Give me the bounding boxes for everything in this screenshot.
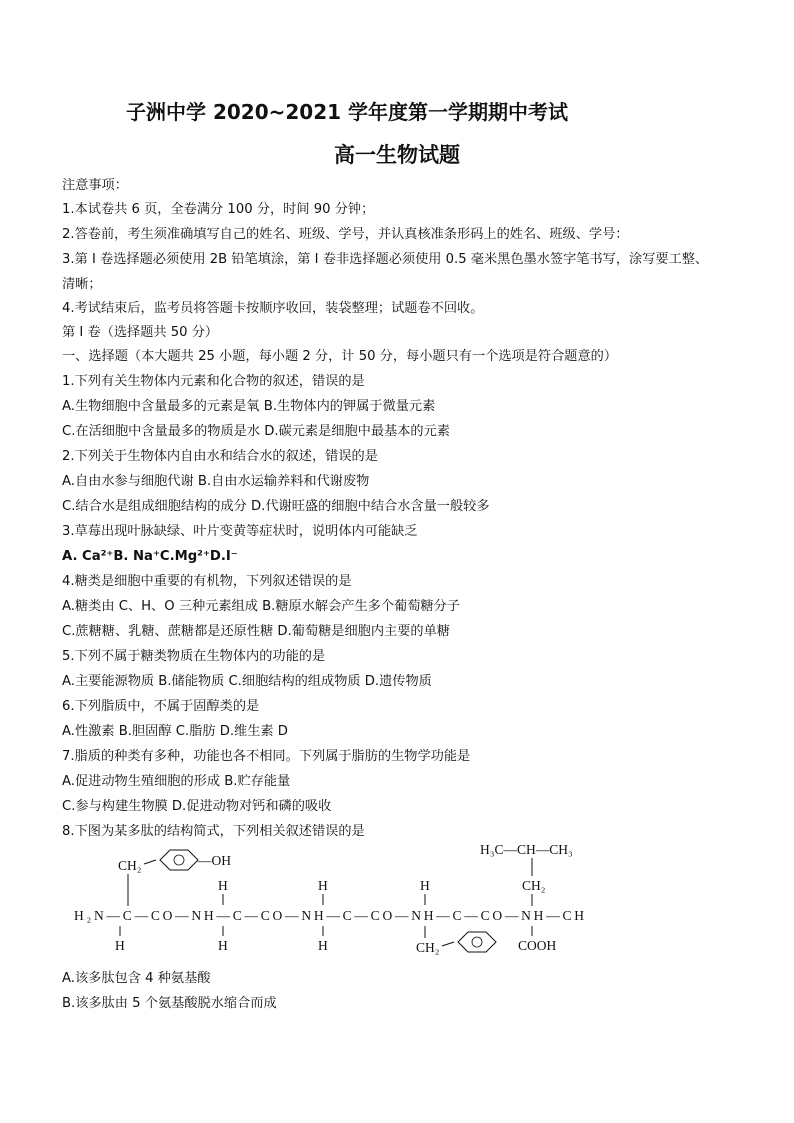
question-option: A.该多肽包含 4 种氨基酸 [62,971,211,986]
question-option: C.在活细胞中含量最多的物质是水 D.碳元素是细胞中最基本的元素 [62,424,450,439]
side-chain-ch2: CH₂ [416,940,440,955]
h-atom: H [318,878,328,893]
h-atom: H [115,938,125,953]
part-heading: 第 I 卷（选择题共 50 分） [62,325,219,340]
note-item: 1.本试卷共 6 页，全卷满分 100 分，时间 90 分钟； [62,202,375,217]
benzene-ring-icon [160,850,198,870]
question-option: A.主要能源物质 B.储能物质 C.细胞结构的组成物质 D.遗传物质 [62,674,432,689]
h-atom: H [420,878,430,893]
note-item: 4.考试结束后，监考员将答题卡按顺序收回，装袋整理；试题卷不回收。 [62,301,484,316]
peptide-backbone: H₂N—C—CO—NH—C—CO—NH—C—CO—NH—C—CO—NH—CH [74,908,584,923]
question-option: C.蔗糖糖、乳糖、蔗糖都是还原性糖 D.葡萄糖是细胞内主要的单糖 [62,624,450,639]
section-heading: 一、选择题（本大题共 25 小题，每小题 2 分，计 50 分，每小题只有一个选项是符合题意的） [62,349,618,364]
question-option: A.糖类由 C、H、O 三种元素组成 B.糖原水解会产生多个葡萄糖分子 [62,599,460,614]
side-chain-ch2: CH₂ [118,858,142,873]
h-atom: H [218,878,228,893]
note-item: 2.答卷前，考生须准确填写自己的姓名、班级、学号，并认真核准条形码上的姓名、班级、学号： [62,227,629,242]
question-stem: 4.糖类是细胞中重要的有机物，下列叙述错误的是 [62,574,352,589]
question-option: A.自由水参与细胞代谢 B.自由水运输养料和代谢废物 [62,474,370,489]
benzene-ring-icon [458,932,496,952]
exam-subtitle: 高一生物试题 [334,143,460,167]
question-stem: 1.下列有关生物体内元素和化合物的叙述，错误的是 [62,374,365,389]
notes-heading: 注意事项： [62,178,128,193]
note-item: 清晰； [62,277,102,292]
question-stem: 7.脂质的种类有多种，功能也各不相同。下列属于脂肪的生物学功能是 [62,749,471,764]
note-item: 3.第 I 卷选择题必须使用 2B 铅笔填涂，第 I 卷非选择题必须使用 0.5 毫米黑色墨水签字笔书写，涂写要工整、 [62,252,709,267]
h-atom: H [218,938,228,953]
question-option: B.该多肽由 5 个氨基酸脱水缩合而成 [62,996,277,1011]
question-option: A.性激素 B.胆固醇 C.脂肪 D.维生素 D [62,724,288,739]
question-stem: 5.下列不属于糖类物质在生物体内的功能的是 [62,649,326,664]
question-option: C.结合水是组成细胞结构的成分 D.代谢旺盛的细胞中结合水含量一般较多 [62,499,490,514]
side-chain-ch2: CH₂ [522,878,546,893]
hydroxyl-group: —OH [198,853,231,868]
question-option: C.参与构建生物膜 D.促进动物对钙和磷的吸收 [62,799,332,814]
question-option: A. Ca²⁺B. Na⁺C.Mg²⁺D.I⁻ [62,549,238,564]
question-stem: 6.下列脂质中，不属于固醇类的是 [62,699,260,714]
question-stem: 2.下列关于生物体内自由水和结合水的叙述，错误的是 [62,449,378,464]
carboxyl-group: COOH [518,938,557,953]
question-option: A.生物细胞中含量最多的元素是氧 B.生物体内的钾属于微量元素 [62,399,436,414]
isopropyl-group: H₃C—CH—CH₃ [480,842,573,857]
question-stem: 3.草莓出现叶脉缺绿、叶片变黄等症状时，说明体内可能缺乏 [62,524,418,539]
exam-title: 子洲中学 2020~2021 学年度第一学期期中考试 [125,100,568,124]
polypeptide-structure [70,842,600,962]
question-option: A.促进动物生殖细胞的形成 B.贮存能量 [62,774,291,789]
h-atom: H [318,938,328,953]
question-stem: 8.下图为某多肽的结构简式，下列相关叙述错误的是 [62,824,365,839]
